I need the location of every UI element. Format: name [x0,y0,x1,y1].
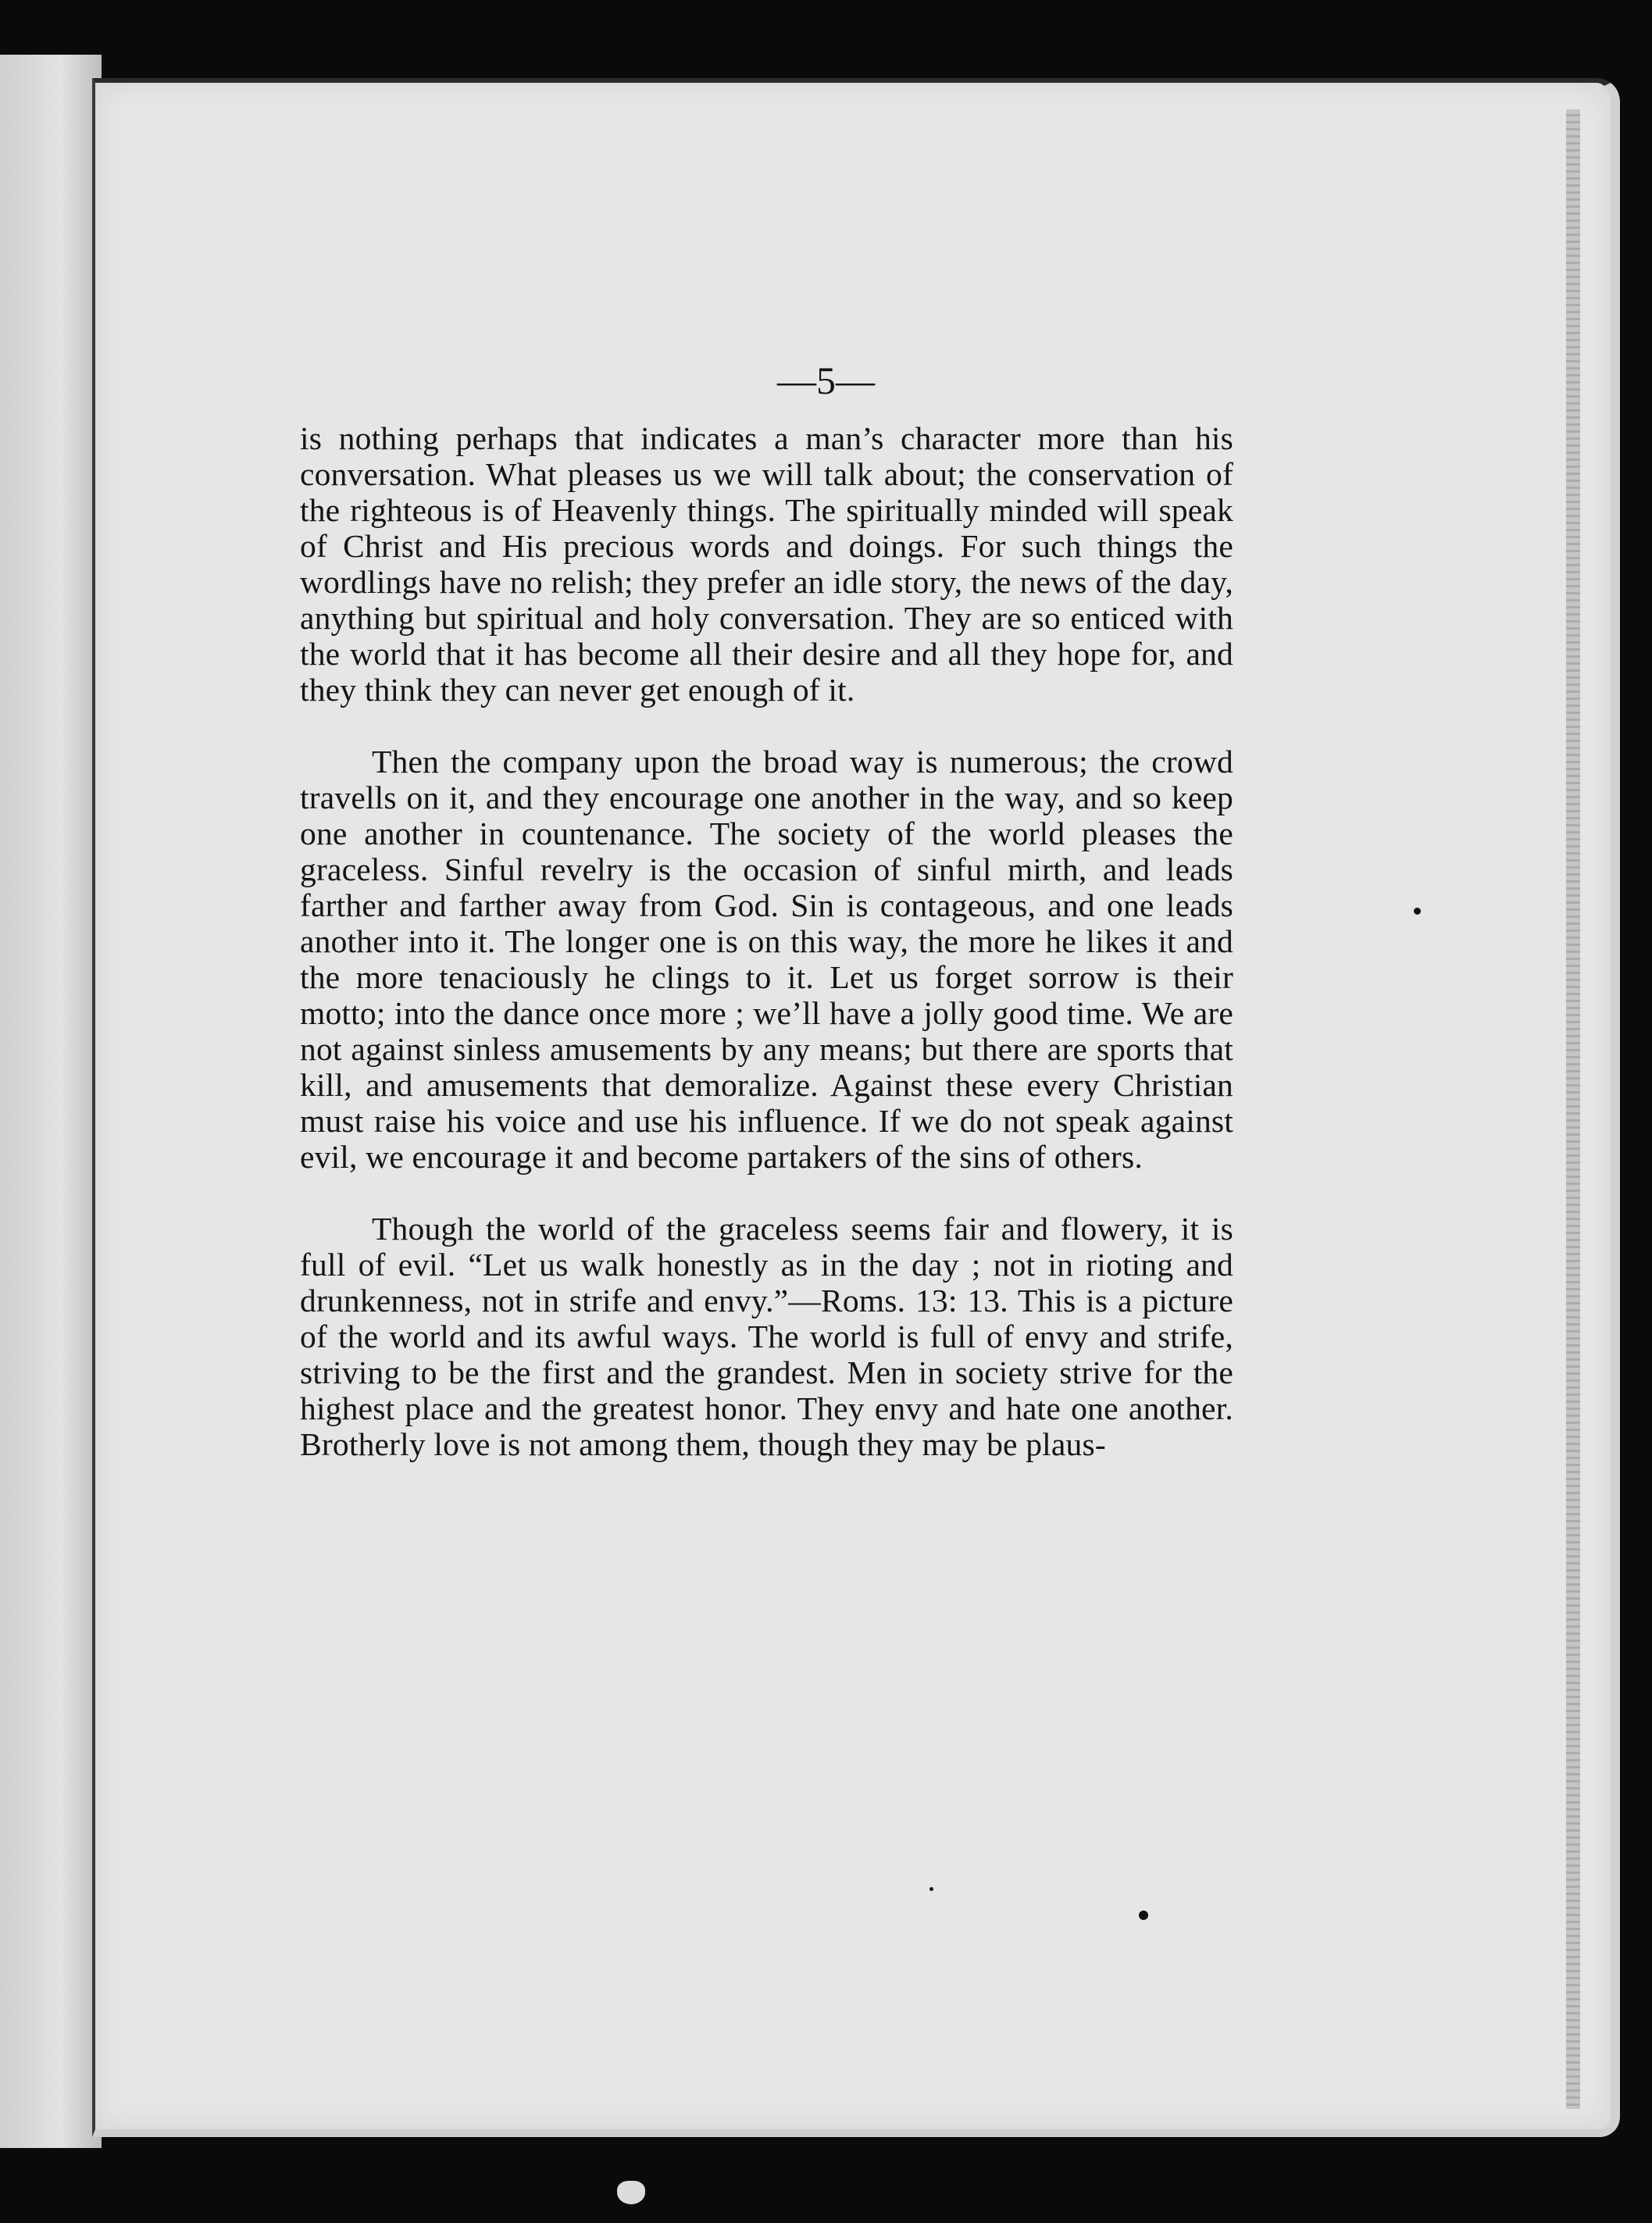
page-body [300,420,1233,1462]
paragraph-2: Then the company upon the broad way is numerous; the crowd travells on it, and they encourage one another in the way, and so keep one another in countenance. The society of the world pleases the graceless. Sinful revelry is the occasion of sinful mirth, and leads farther and farther away from God. Sin is contageous, and one leads another into it. The longer one is on this way, the more he likes it and the more tenaciously he clings to it. Let us forget sorrow is their motto; into the dance once more ; we’ll have a jolly good time. We are not against sinless amusements by any means; but there are sports that kill, and amusements that demoralize. Against these every Christian must raise his voice and use his influence. If we do not speak against evil, we encourage it and become partakers of the sins of others. [300,744,1233,1175]
ink-speck [929,1887,933,1891]
scan-artifact [617,2181,645,2204]
ink-speck [1414,908,1421,915]
page-number: —5— [777,359,875,402]
page-binding-edge [1566,109,1580,2109]
paragraph-1: is nothing perhaps that indicates a man’s character more than his conversation. What pleases us we will talk about; the conservation of the righteous is of Heavenly things. The spiritually minded will speak of Christ and His precious words and doings. For such things the wordlings have no relish; they prefer an idle story, the news of the day, anything but spiritual and holy conversation. They are so enticed with the world that it has become all their desire and all they hope for, and they think they can never get enough of it. [300,420,1233,708]
ink-speck [1139,1911,1148,1920]
paragraph-3: Though the world of the graceless seems fair and flowery, it is full of evil. “Let us walk honestly as in the day ; not in rioting and drunkenness, not in strife and envy.”—Roms. 13: 13. This is a picture of the world and its awful ways. The world is full of envy and strife, striving to be the first and the grandest. Men in society strive for the highest place and the greatest honor. They envy and hate one another. Brotherly love is not among them, though they may be plaus- [300,1211,1233,1462]
